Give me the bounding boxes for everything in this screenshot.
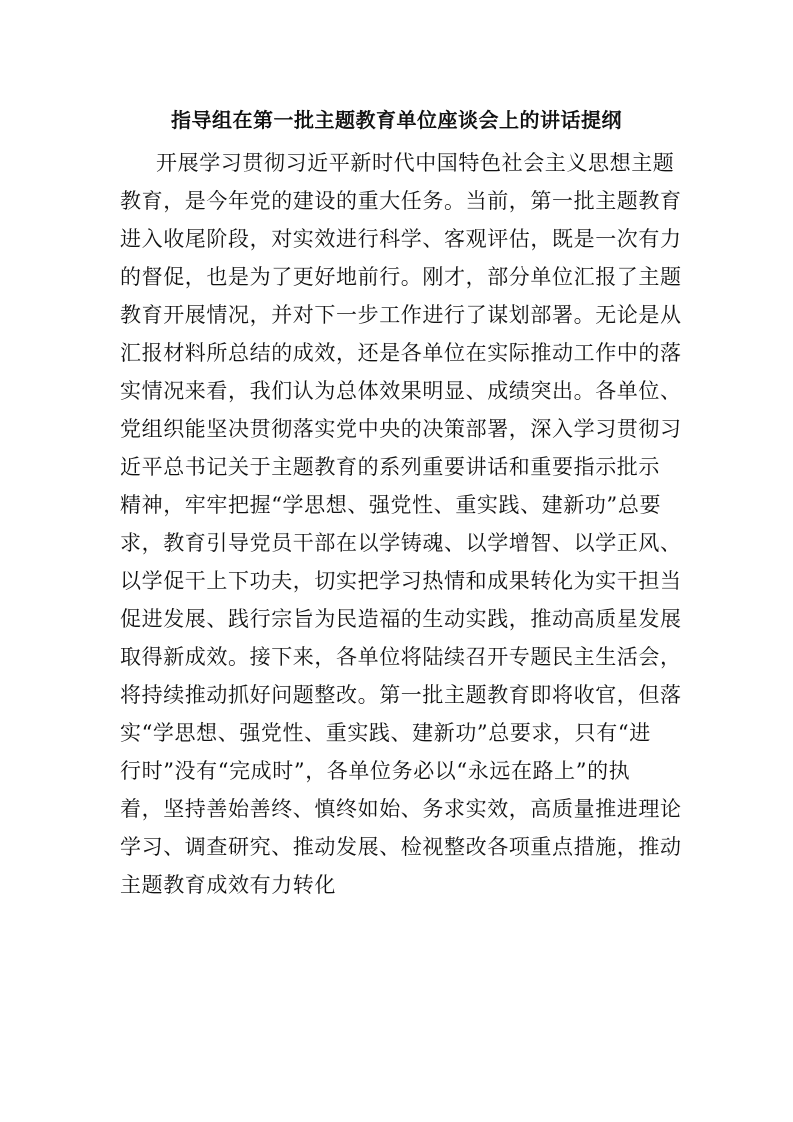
body-line: 实“学思想、强党性、重实践、建新功”总要求，只有“进 <box>120 721 651 745</box>
body-line: 教育开展情况，并对下一步工作进行了谋划部署。无论是从 <box>120 303 682 327</box>
body-line: 主题教育成效有力转化 <box>120 873 336 897</box>
body-line: 进入收尾阶段，对实效进行科学、客观评估，既是一次有力 <box>120 227 682 251</box>
document-title: 指导组在第一批主题教育单位座谈会上的讲话提纲 <box>171 108 622 132</box>
body-line: 行时”没有“完成时”，各单位务必以“永远在路上”的执 <box>120 759 631 783</box>
body-line: 近平总书记关于主题教育的系列重要讲话和重要指示批示 <box>120 455 660 479</box>
document-body <box>120 144 682 904</box>
body-line: 精神，牢牢把握“学思想、强党性、重实践、建新功”总要 <box>120 493 662 517</box>
body-line: 着，坚持善始善终、慎终如始、务求实效，高质量推进理论 <box>120 797 682 821</box>
body-line: 党组织能坚决贯彻落实党中央的决策部署，深入学习贯彻习 <box>120 417 682 441</box>
body-line: 求，教育引导党员干部在以学铸魂、以学增智、以学正风、 <box>120 531 682 555</box>
body-line: 取得新成效。接下来，各单位将陆续召开专题民主生活会， <box>120 645 682 669</box>
body-line: 汇报材料所总结的成效，还是各单位在实际推动工作中的落 <box>120 341 682 365</box>
body-line: 将持续推动抓好问题整改。第一批主题教育即将收官，但落 <box>120 683 682 707</box>
body-line: 促进发展、践行宗旨为民造福的生动实践，推动高质星发展 <box>120 607 682 631</box>
body-line: 的督促，也是为了更好地前行。刚才，部分单位汇报了主题 <box>120 265 682 289</box>
body-line: 以学促干上下功夫，切实把学习热情和成果转化为实干担当 <box>120 569 682 593</box>
body-line: 开展学习贯彻习近平新时代中国特色社会主义思想主题 <box>156 151 675 175</box>
body-line: 学习、调查研究、推动发展、检视整改各项重点措施，推动 <box>120 835 682 859</box>
body-line: 实情况来看，我们认为总体效果明显、成绩突出。各单位、 <box>120 379 682 403</box>
body-line: 教育，是今年党的建设的重大任务。当前，第一批主题教育 <box>120 189 682 213</box>
